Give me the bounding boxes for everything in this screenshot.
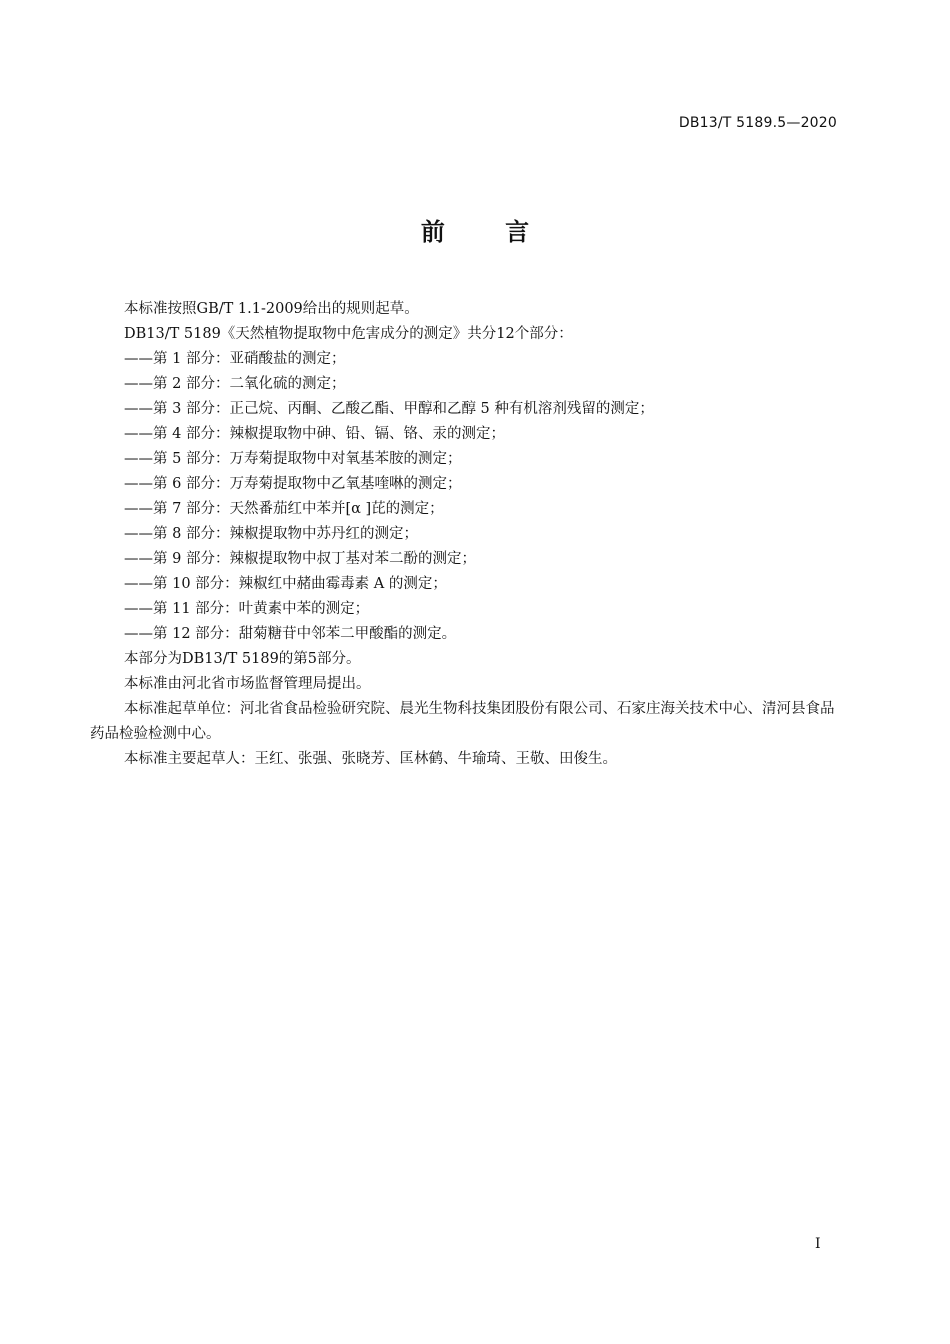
part-item-6: ——第 6 部分：万寿菊提取物中乙氧基喹啉的测定； bbox=[124, 476, 462, 492]
part-item-12: ——第 12 部分：甜菊糖苷中邻苯二甲酸酯的测定。 bbox=[124, 626, 457, 642]
part-item-10: ——第 10 部分：辣椒红中赭曲霉毒素 A 的测定； bbox=[124, 576, 447, 592]
part-item-5: ——第 5 部分：万寿菊提取物中对氧基苯胺的测定； bbox=[124, 451, 462, 467]
paragraph-part-number: 本部分为DB13/T 5189的第5部分。 bbox=[124, 651, 361, 667]
standard-code: DB13/T 5189.5—2020 bbox=[678, 115, 837, 131]
paragraph-drafting-units: 本标准起草单位：河北省食品检验研究院、晨光生物科技集团股份有限公司、石家庄海关技术中心、清河县食品药品检验检测中心。 bbox=[90, 701, 835, 742]
part-item-1: ——第 1 部分：亚硝酸盐的测定； bbox=[124, 351, 346, 367]
part-item-3: ——第 3 部分：正己烷、丙酮、乙酸乙酯、甲醇和乙醇 5 种有机溶剂残留的测定； bbox=[124, 401, 654, 417]
page-number: I bbox=[815, 1236, 821, 1252]
part-item-4: ——第 4 部分：辣椒提取物中砷、铅、镉、铬、汞的测定； bbox=[124, 426, 505, 442]
page-title: 前 言 bbox=[420, 218, 556, 246]
part-item-7: ——第 7 部分：天然番茄红中苯并[α ]芘的测定； bbox=[124, 501, 444, 517]
paragraph-proposer: 本标准由河北省市场监督管理局提出。 bbox=[124, 676, 371, 692]
parts-list bbox=[90, 347, 842, 647]
document-body bbox=[90, 297, 842, 772]
paragraph-parts-intro: DB13/T 5189《天然植物提取物中危害成分的测定》共分12个部分： bbox=[124, 326, 573, 342]
part-item-2: ——第 2 部分：二氧化硫的测定； bbox=[124, 376, 346, 392]
part-item-8: ——第 8 部分：辣椒提取物中苏丹红的测定； bbox=[124, 526, 418, 542]
paragraph-drafting-rule: 本标准按照GB/T 1.1-2009给出的规则起草。 bbox=[124, 301, 419, 317]
part-item-9: ——第 9 部分：辣椒提取物中叔丁基对苯二酚的测定； bbox=[124, 551, 476, 567]
part-item-11: ——第 11 部分：叶黄素中苯的测定； bbox=[124, 601, 370, 617]
paragraph-drafters: 本标准主要起草人：王红、张强、张晓芳、匡林鹤、牛瑜琦、王敬、田俊生。 bbox=[124, 751, 617, 767]
